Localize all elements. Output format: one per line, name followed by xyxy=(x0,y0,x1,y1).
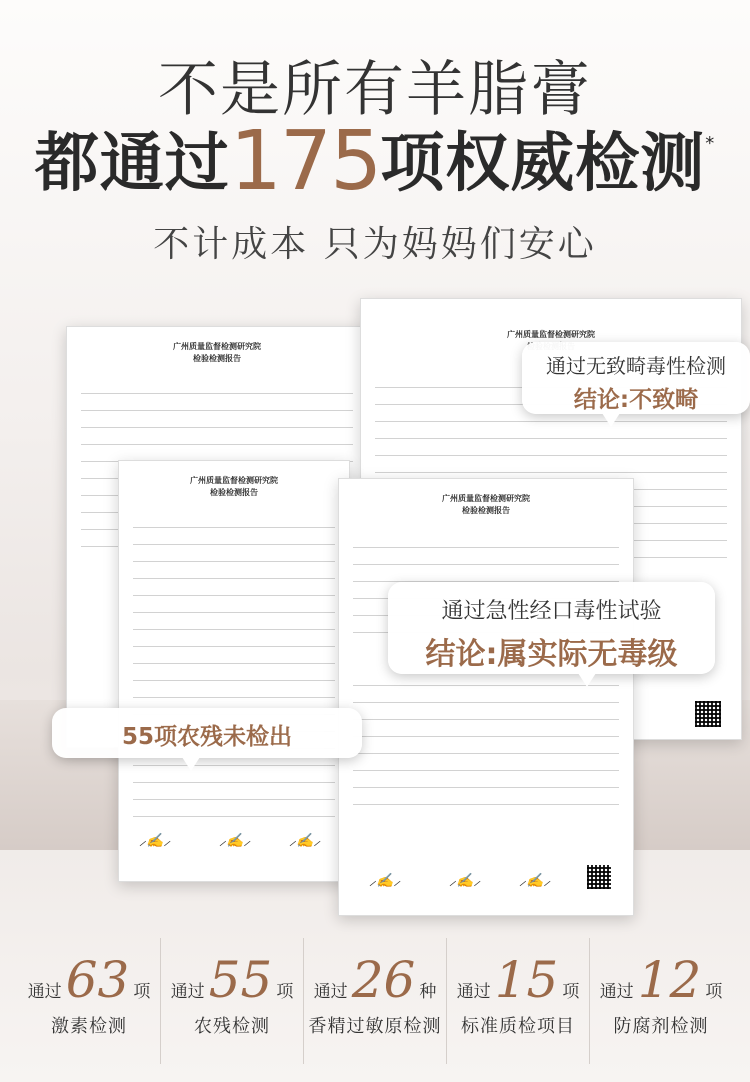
stat-prefix: 通过 xyxy=(313,982,348,1002)
oral-toxicity-test-label: 通过急性经口毒性试验 xyxy=(441,599,662,624)
stats-row xyxy=(18,938,732,1064)
headline-line2-pre: 都通过 xyxy=(34,127,230,201)
stat-unit: 项 xyxy=(133,982,151,1002)
signature: ⸝✍⸝ xyxy=(519,873,551,889)
stat-unit: 项 xyxy=(705,982,723,1002)
pesticide-callout xyxy=(52,708,362,758)
callout-pointer xyxy=(578,673,596,687)
stat-pesticide xyxy=(161,938,304,1064)
stat-unit: 项 xyxy=(562,982,580,1002)
report-table xyxy=(353,669,619,805)
teratogenicity-test-label: 通过无致畸毒性检测 xyxy=(546,354,726,378)
teratogenicity-conclusion: 结论:不致畸 xyxy=(573,387,699,413)
signature: ⸝✍⸝ xyxy=(449,873,481,889)
stat-value: 55 xyxy=(208,951,273,1009)
stat-label: 标准质检项目 xyxy=(461,1016,575,1037)
callout-pointer xyxy=(602,413,620,427)
callout-pointer xyxy=(182,757,200,771)
stat-prefix: 通过 xyxy=(170,982,205,1002)
report-title: 广州质量监督检测研究院 检验检测报告 xyxy=(442,494,530,515)
stat-standard-qc xyxy=(447,938,590,1064)
headline-subtitle: 不计成本 只为妈妈们安心 xyxy=(153,224,597,265)
stat-label: 香精过敏原检测 xyxy=(308,1016,442,1037)
report-title: 广州质量监督检测研究院 xyxy=(507,330,595,339)
oral-toxicity-conclusion: 结论:属实际无毒级 xyxy=(425,637,678,672)
headline-count: 175 xyxy=(229,114,381,209)
stat-value: 15 xyxy=(494,951,559,1009)
stat-prefix: 通过 xyxy=(599,982,634,1002)
signature: ⸝✍⸝ xyxy=(219,833,251,849)
signature: ⸝✍⸝ xyxy=(369,873,401,889)
stat-hormone xyxy=(18,938,161,1064)
report-document-mid-left xyxy=(118,460,350,882)
stat-label: 防腐剂检测 xyxy=(613,1016,709,1037)
signature: ⸝✍⸝ xyxy=(289,833,321,849)
stat-fragrance-allergen xyxy=(304,938,447,1064)
stat-prefix: 通过 xyxy=(27,982,62,1002)
stat-label: 激素检测 xyxy=(51,1016,127,1037)
stat-value: 26 xyxy=(351,951,416,1009)
footnote-mark: * xyxy=(705,133,716,154)
stat-prefix: 通过 xyxy=(456,982,491,1002)
headline-line1: 不是所有羊脂膏 xyxy=(158,55,592,125)
report-title: 广州质量监督检测研究院 检验检测报告 xyxy=(173,342,261,363)
headline-line2-post: 项权威检测 xyxy=(380,127,706,201)
stat-value: 12 xyxy=(637,951,702,1009)
qr-code-icon xyxy=(695,701,721,727)
headline-line2 xyxy=(0,112,750,209)
signature: ⸝✍⸝ xyxy=(139,833,171,849)
stat-preservative xyxy=(590,938,732,1064)
oral-toxicity-callout xyxy=(388,582,715,674)
stat-unit: 项 xyxy=(276,982,294,1002)
teratogenicity-callout xyxy=(522,342,750,414)
report-document-front xyxy=(338,478,634,916)
qr-code-icon xyxy=(587,865,611,889)
stat-value: 63 xyxy=(65,951,130,1009)
report-table xyxy=(133,511,335,817)
stat-unit: 种 xyxy=(419,982,437,1002)
report-title: 广州质量监督检测研究院 检验检测报告 xyxy=(190,476,278,497)
pesticide-result: 55项农残未检出 xyxy=(121,724,292,750)
stat-label: 农残检测 xyxy=(194,1016,270,1037)
